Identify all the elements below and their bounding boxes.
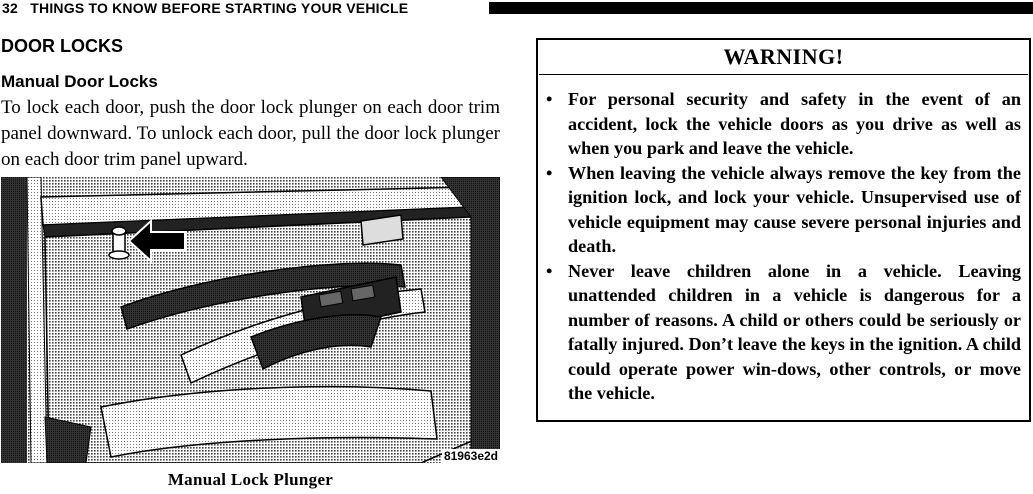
door-panel-illustration: [1, 177, 500, 463]
running-title: THINGS TO KNOW BEFORE STARTING YOUR VEHICLE: [30, 0, 409, 16]
header-rule: [489, 2, 1033, 14]
warning-item-text: For personal security and safety in the event of an accident, lock the vehicle doors as you drive as well as when you park and leave the vehicle.: [568, 89, 1021, 158]
arrow-left-icon: [127, 219, 187, 263]
body-paragraph: To lock each door, push the door lock plunger on each door trim panel downward. To unlock each door, pull the door lock plunger on each door trim panel upward.: [1, 97, 500, 170]
bullet: •: [546, 89, 553, 109]
warning-item: [544, 87, 1021, 161]
page-header-text: [2, 0, 408, 16]
figure-code: 81963e2d: [443, 449, 498, 463]
section-title: DOOR LOCKS: [1, 36, 124, 56]
warning-title: WARNING!: [539, 40, 1028, 75]
warning-item-text: When leaving the vehicle always remove the key from the ignition lock, and lock your vehicle. Unsupervised use of vehicle equipment may cause severe personal injuries and death.: [568, 162, 1021, 256]
door-panel-drawing: [1, 177, 500, 463]
warning-list: [538, 75, 1029, 406]
warning-item-text: Never leave children alone in a vehicle. Leaving unattended children in a vehicle is dangerous for a number of reasons. A child or others could be seriously or fatally injured. Don’t leave the keys in the ignition. A child could operate power win-dows, other controls, or move the vehicle.: [568, 260, 1021, 403]
page-number: 32: [2, 0, 18, 16]
bullet: •: [546, 162, 553, 183]
bullet: •: [546, 260, 553, 281]
section-subtitle: Manual Door Locks: [1, 72, 158, 91]
warning-item: [544, 259, 1021, 406]
warning-item: [544, 161, 1021, 259]
figure-caption: Manual Lock Plunger: [167, 470, 334, 489]
page-header: [0, 0, 1033, 18]
warning-box: [536, 38, 1031, 422]
